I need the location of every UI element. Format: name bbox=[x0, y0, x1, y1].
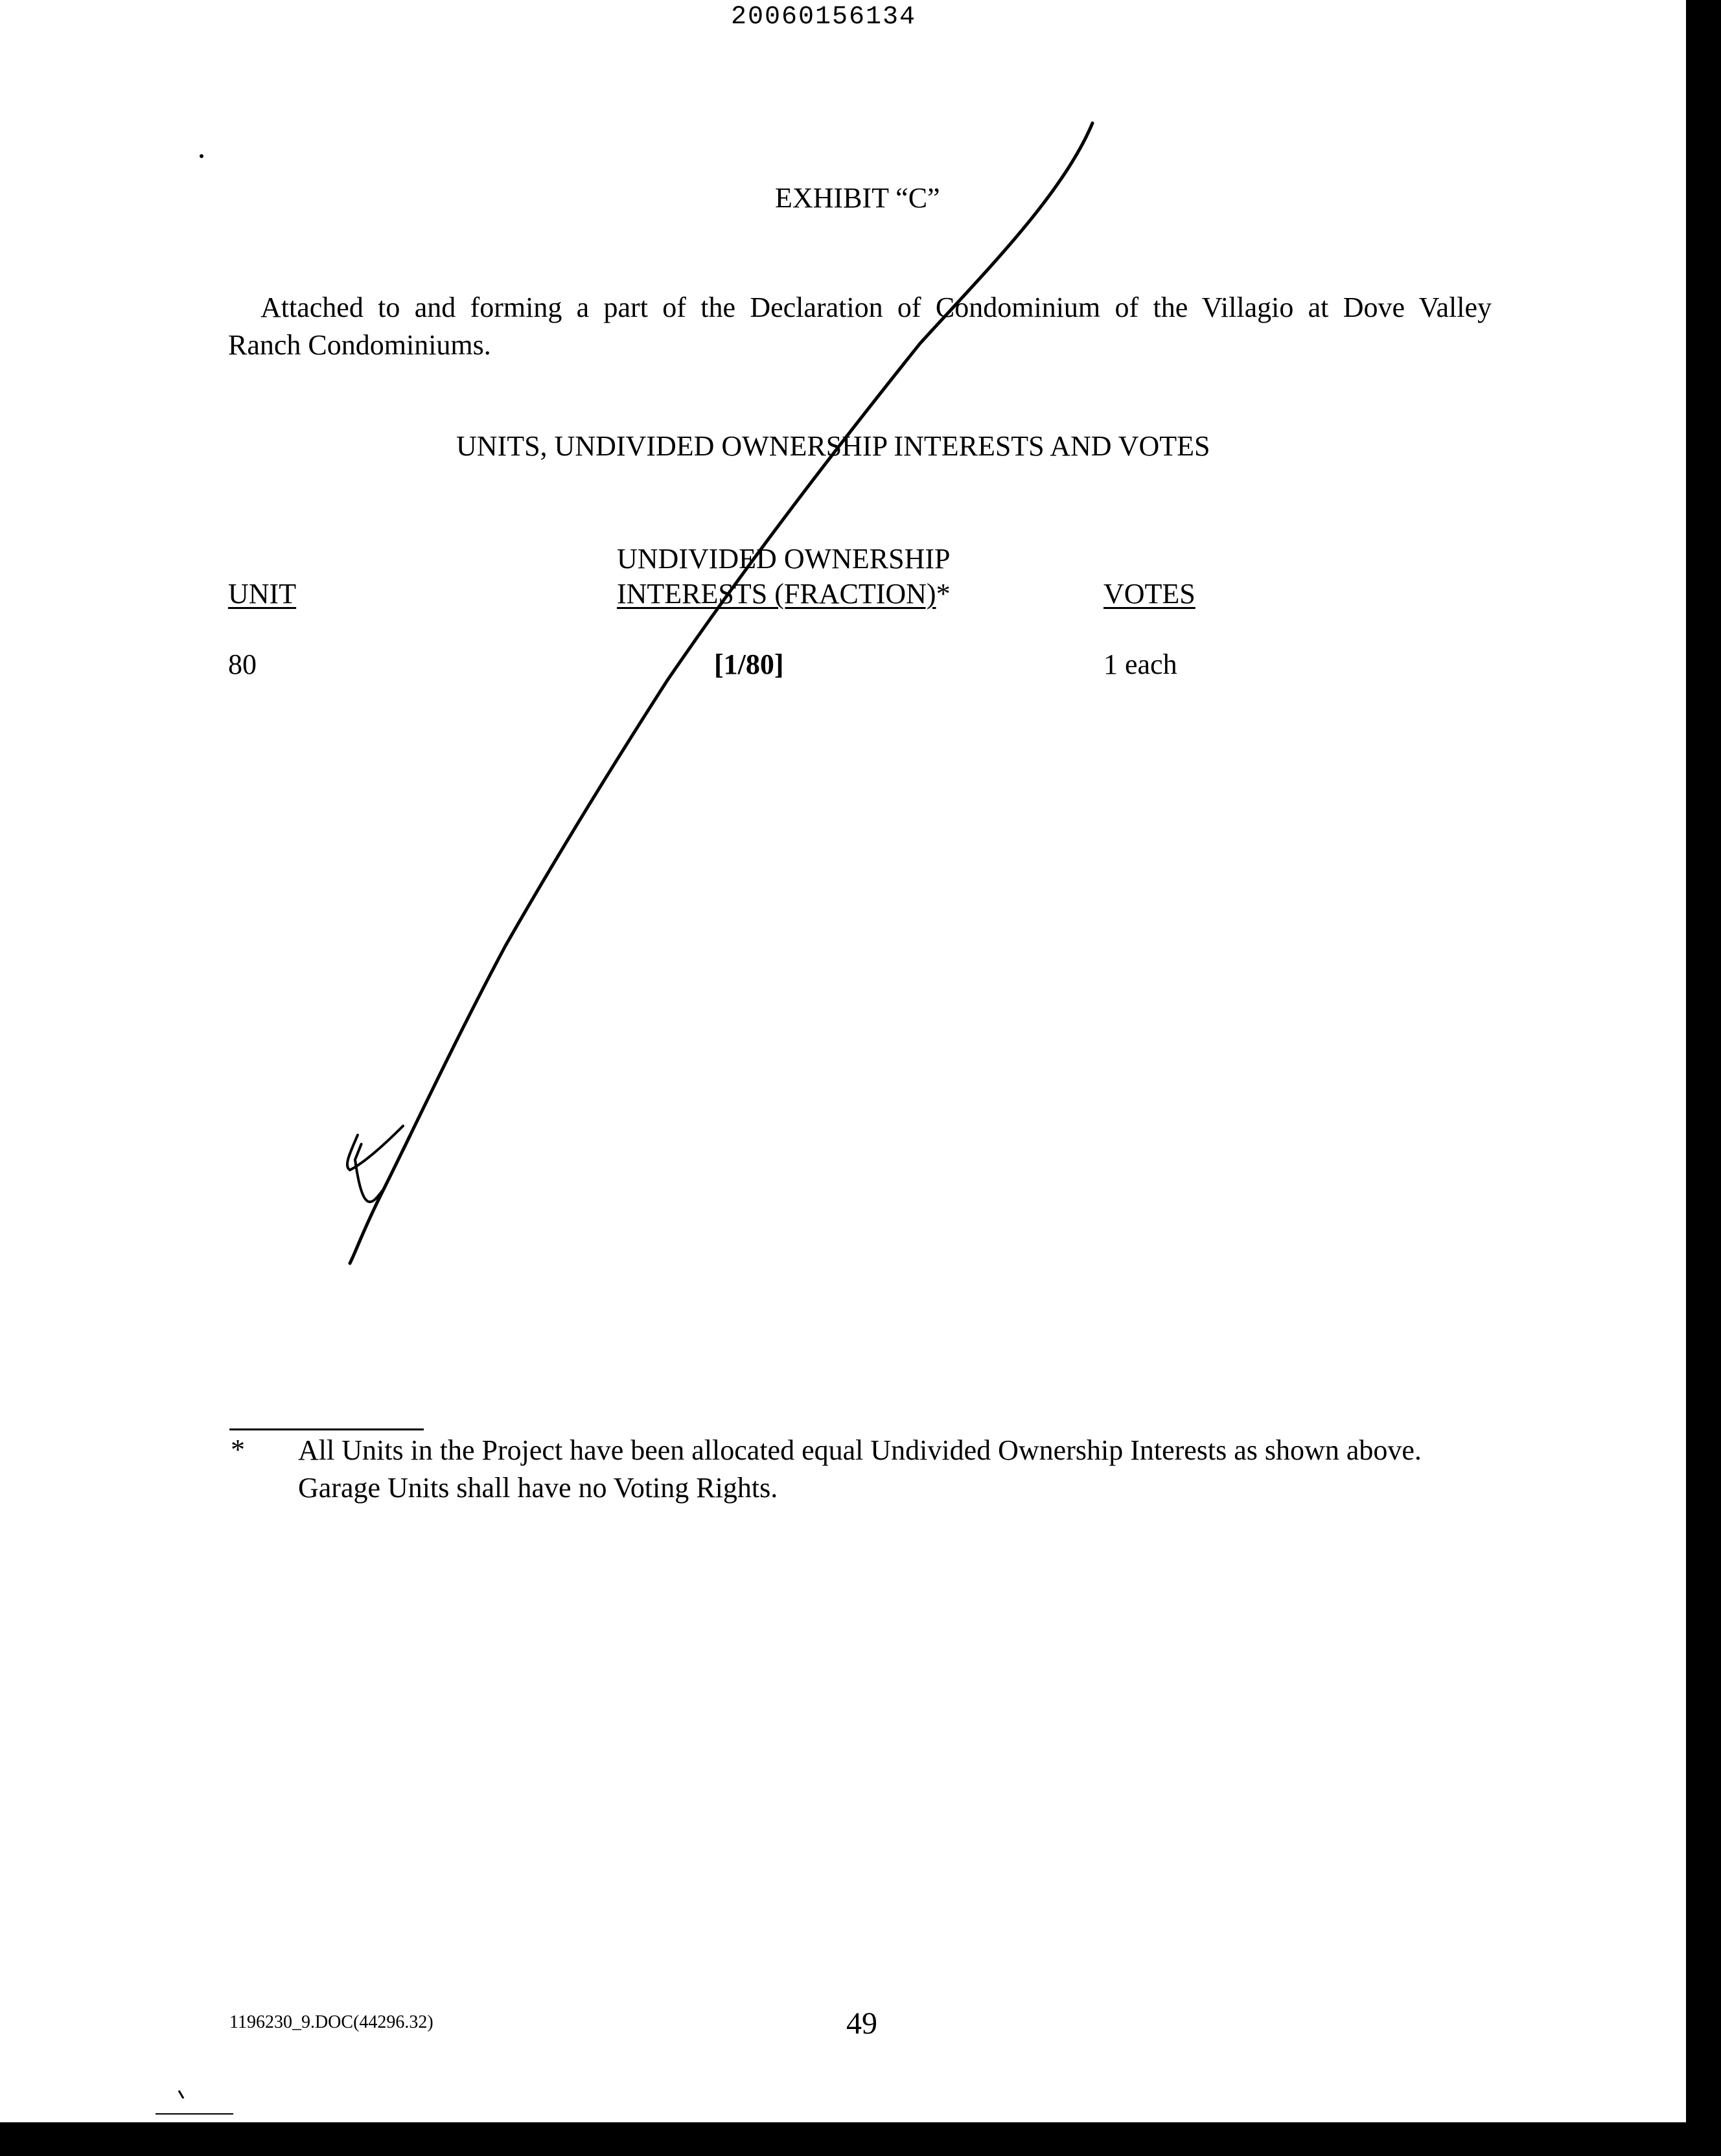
document-reference: 1196230_9.DOC(44296.32) bbox=[229, 2012, 433, 2032]
footnote-line-1: All Units in the Project have been allocated equal Undivided Ownership Interests as shown above. bbox=[298, 1434, 1422, 1466]
intro-paragraph bbox=[228, 289, 1492, 364]
column-header-interest-line2 bbox=[617, 577, 951, 612]
intro-line-1: Attached to and forming a part of the Declaration of Condominium of the Villagio at Dove Valley bbox=[260, 292, 1492, 323]
footnote-text bbox=[298, 1432, 1497, 1507]
footnote-reference-marker: * bbox=[936, 578, 951, 610]
column-header-interest-line1: UNDIVIDED OWNERSHIP bbox=[617, 543, 951, 575]
footnote-line-2: Garage Units shall have no Voting Rights. bbox=[298, 1472, 778, 1504]
footnote-marker: * bbox=[231, 1434, 245, 1465]
table-cell-fraction: [1/80] bbox=[714, 648, 784, 680]
column-header-votes: VOTES bbox=[1103, 578, 1195, 610]
column-header-unit: UNIT bbox=[228, 578, 297, 610]
table-cell-unit: 80 bbox=[228, 648, 257, 680]
stray-dot bbox=[200, 154, 203, 158]
table-title: UNITS, UNDIVIDED OWNERSHIP INTERESTS AND VOTES bbox=[456, 430, 1210, 462]
page-number: 49 bbox=[846, 2006, 877, 2041]
document-number: 20060156134 bbox=[731, 3, 917, 32]
column-header-interest-label: INTERESTS (FRACTION) bbox=[617, 578, 936, 610]
scan-bottom-line bbox=[156, 2113, 233, 2115]
footnote-rule bbox=[229, 1428, 424, 1430]
table-cell-votes: 1 each bbox=[1103, 648, 1177, 680]
exhibit-title: EXHIBIT “C” bbox=[775, 182, 940, 214]
scan-tick-left bbox=[178, 2090, 185, 2099]
intro-line-2: Ranch Condominiums. bbox=[228, 329, 491, 361]
